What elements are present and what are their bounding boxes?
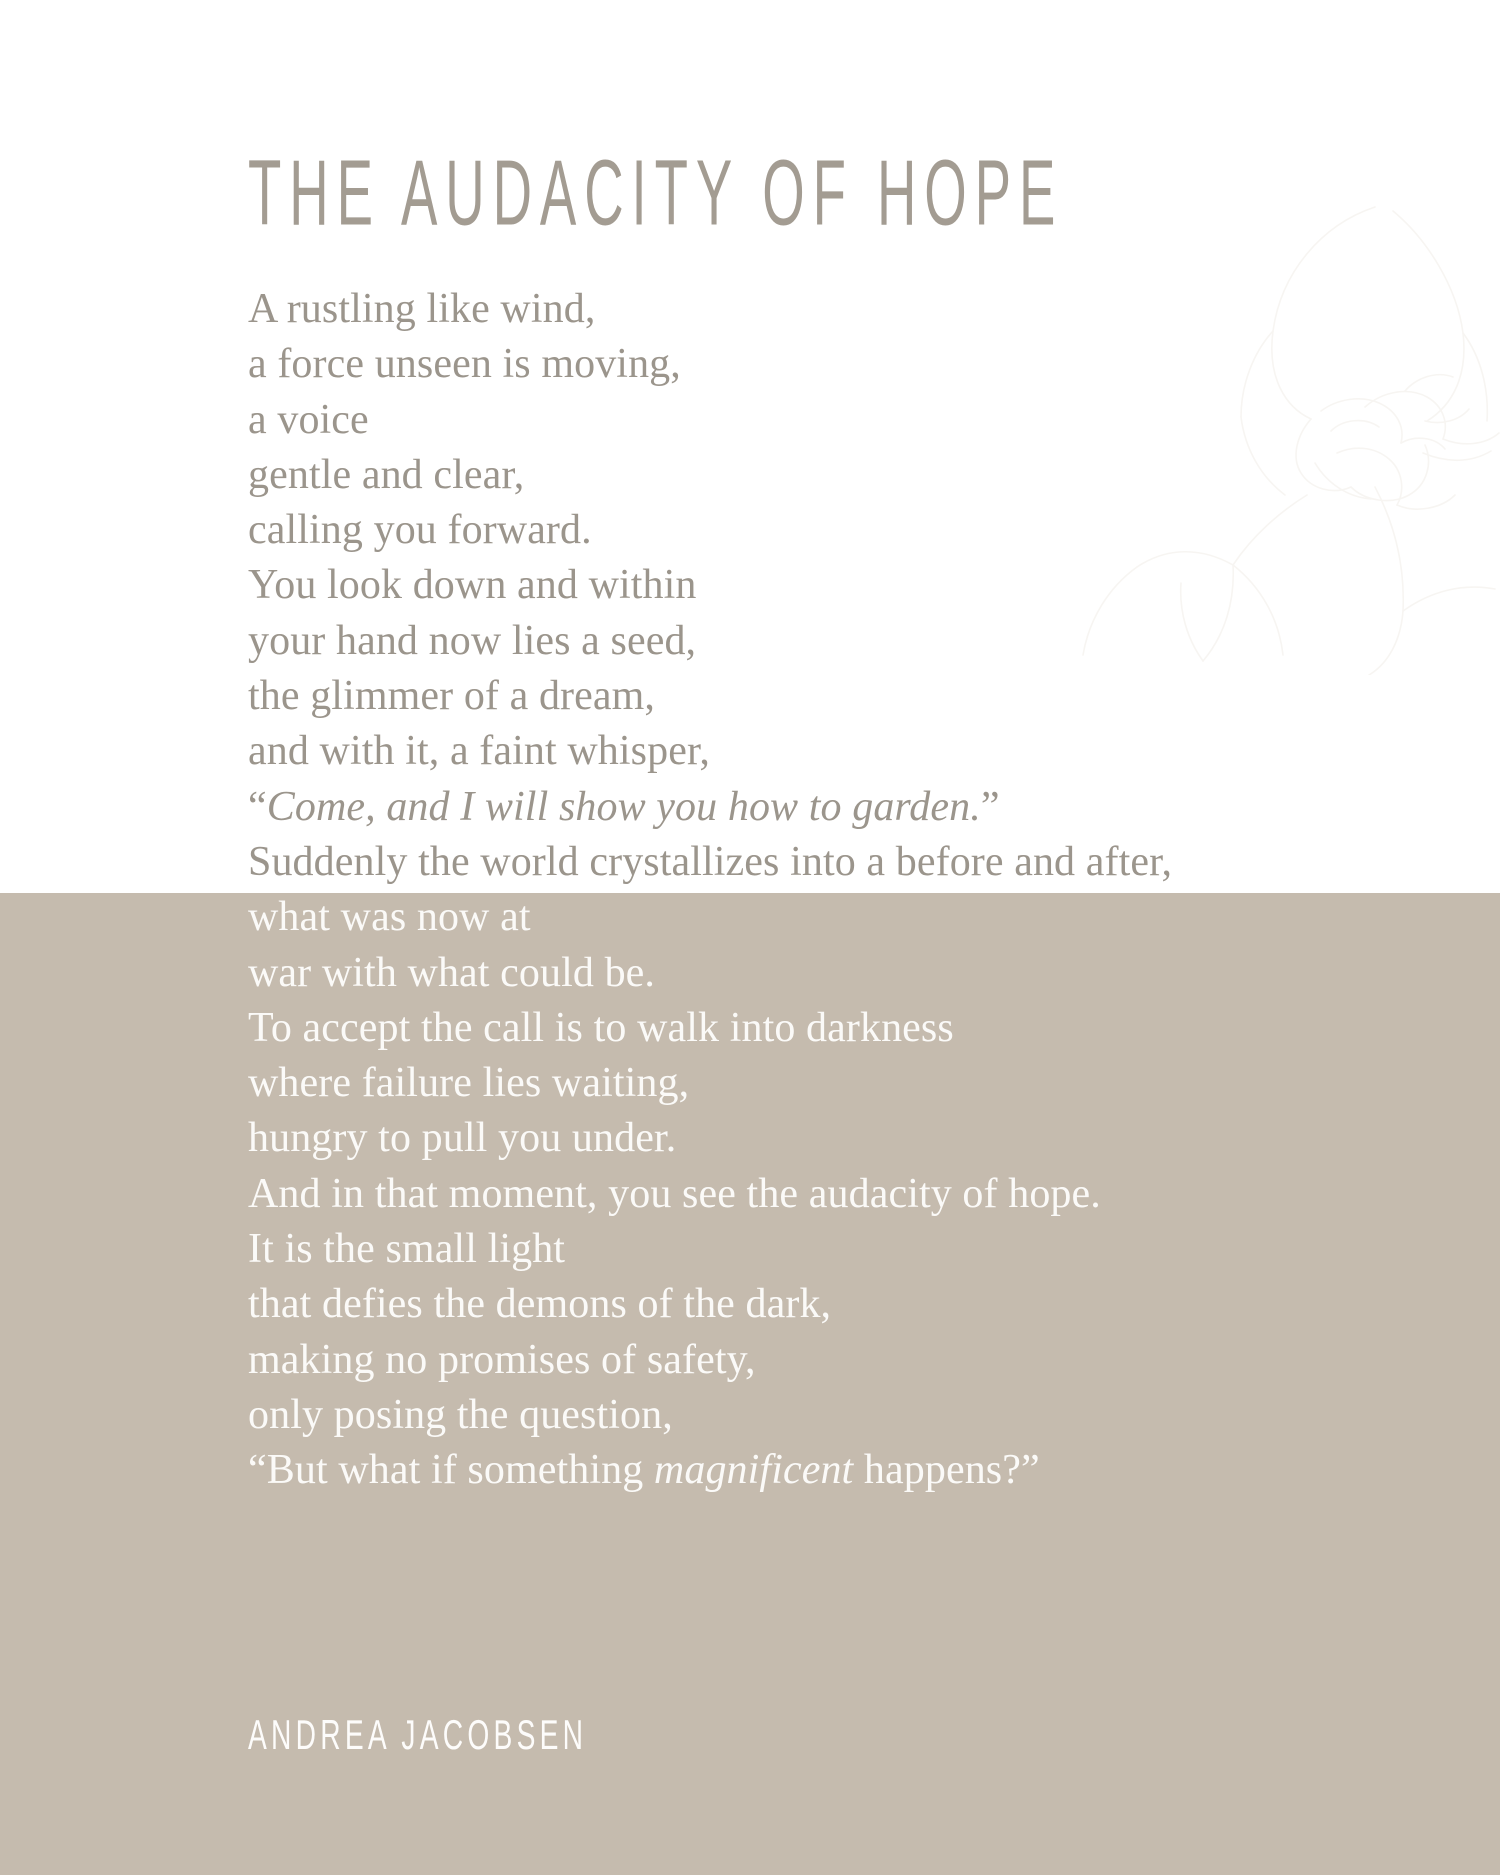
poem-line: making no promises of safety,: [248, 1336, 756, 1383]
poem-line: and with it, a faint whisper,: [248, 728, 710, 775]
poem-line: that defies the demons of the dark,: [248, 1281, 832, 1328]
final-line-suffix: happens?”: [853, 1447, 1040, 1494]
poem-line-quote: [248, 780, 1398, 835]
author-signature: ANDREA JACOBSEN: [248, 1713, 588, 1759]
poem-line-final: [248, 1443, 1398, 1498]
final-line-emphasis: magnificent: [653, 1447, 854, 1494]
poem-line: It is the small light: [248, 1226, 566, 1273]
poem-line-crossing: Suddenly the world crystallizes into a before and after,: [248, 838, 1173, 885]
poem-line: And in that moment, you see the audacity of hope.: [248, 1170, 1101, 1217]
poem-line: calling you forward.: [248, 507, 592, 554]
poem-line: where failure lies waiting,: [248, 1060, 690, 1107]
poem-line: the glimmer of a dream,: [248, 673, 655, 720]
final-line-prefix: “But what if something: [248, 1447, 654, 1494]
poem-line: You look down and within: [248, 562, 697, 609]
poem-line: gentle and clear,: [248, 451, 525, 498]
close-quote-mark: ”: [980, 783, 1000, 830]
poem-line: a force unseen is moving,: [248, 341, 681, 388]
poem-line: a voice: [248, 396, 369, 443]
poem-line: what was now at: [248, 894, 531, 941]
poem-body: [248, 282, 1398, 1499]
poem-line: To accept the call is to walk into darkness: [248, 1004, 954, 1051]
poem-line: war with what could be.: [248, 949, 656, 996]
poem-line: your hand now lies a seed,: [248, 617, 697, 664]
open-quote-mark: “: [248, 783, 267, 830]
poem-title: THE AUDACITY OF HOPE: [248, 142, 1064, 246]
quote-text: Come, and I will show you how to garden.: [266, 783, 981, 830]
poem-line: hungry to pull you under.: [248, 1115, 677, 1162]
poem-line: A rustling like wind,: [248, 286, 596, 332]
poem-line: only posing the question,: [248, 1391, 673, 1438]
